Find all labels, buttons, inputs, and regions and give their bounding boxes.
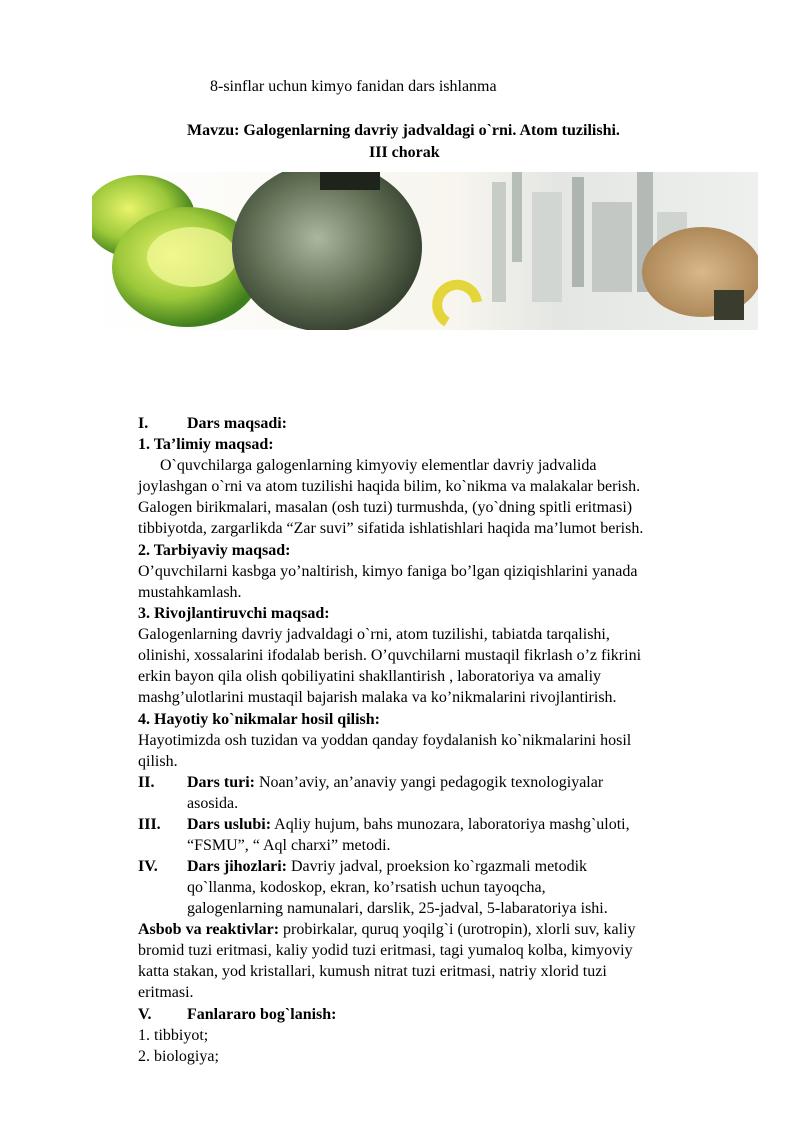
asbob-text: probirkalar, quruq yoqilg`i (urotropin), xlorli suv, kaliy: [279, 921, 636, 938]
paragraph-line: O`quvchilarga galogenlarning kimyoviy elementlar davriy jadvalida: [160, 457, 597, 474]
asbob-title: Asbob va reaktivlar:: [138, 921, 280, 938]
section-2-line: [187, 772, 603, 793]
asbob-line: [138, 919, 636, 940]
paragraph-line: erkin bayon qila olish qobiliyatini shakllantirish , laboratoriya va amaliy: [138, 668, 602, 685]
section-title-1: Dars maqsadi:: [187, 415, 288, 432]
chemistry-banner-image: [92, 172, 758, 330]
section-title-5: Fanlararo bog`lanish:: [187, 1006, 337, 1023]
subsection-1-3: 3. Rivojlantiruvchi maqsad:: [138, 605, 330, 622]
paragraph-line: Hayotimizda osh tuzidan va yoddan qanday foydalanish ko`nikmalarini hosil: [138, 732, 632, 749]
paragraph-line: qo`llanma, kodoskop, ekran, ko’rsatish uchun tayoqcha,: [187, 879, 546, 896]
quarter-label: III chorak: [369, 144, 440, 161]
section-3-line: [187, 814, 630, 835]
paragraph-line: mustahkamlash.: [138, 584, 242, 601]
paragraph-line: olinishi, xossalarini ifodalab berish. O’quvchilarni mustaqil fikrlash o’z fikrini: [138, 647, 642, 664]
list-item: 1. tibbiyot;: [138, 1027, 209, 1044]
section-title-4: Dars jihozlari:: [187, 858, 287, 875]
paragraph-line: bromid tuzi eritmasi, kaliy yodid tuzi eritmasi, tagi yumaloq kolba, kimyoviy: [138, 942, 633, 959]
paragraph-line: Galogenlarning davriy jadvaldagi o`rni, atom tuzilishi, tabiatda tarqalishi,: [138, 626, 610, 643]
paragraph-line: eritmasi.: [138, 984, 194, 1001]
paragraph-line: katta stakan, yod kristallari, kumush nitrat tuzi eritmasi, natriy xlorid tuzi: [138, 963, 607, 980]
section-2-text: Noan’aviy, an’anaviy yangi pedagogik texnologiyalar: [254, 774, 604, 791]
paragraph-line: galogenlarning namunalari, darslik, 25-jadval, 5-labaratoriya ishi.: [187, 900, 608, 917]
section-num-4: IV.: [138, 858, 158, 875]
subsection-1-2: 2. Tarbiyaviy maqsad:: [138, 542, 291, 559]
subsection-1-1: 1. Ta’limiy maqsad:: [138, 436, 274, 453]
section-4-text: Davriy jadval, proeksion ko`rgazmali metodik: [286, 858, 588, 875]
paragraph-line: mashg’ulotlarini mustaqil bajarish malaka va ko’nikmalarini rivojlantirish.: [138, 689, 617, 706]
section-3-text: Aqliy hujum, bahs munozara, laboratoriya mashg`uloti,: [271, 816, 630, 833]
paragraph-line: tibbiyotda, zargarlikda “Zar suvi” sifatida ishlatishlari haqida ma’lumot berish.: [138, 520, 644, 537]
paragraph-line: qilish.: [138, 753, 178, 770]
section-num-2: II.: [138, 774, 155, 791]
list-item: 2. biologiya;: [138, 1048, 219, 1065]
banner-illustration: [92, 172, 758, 330]
paragraph-line: O’quvchilarni kasbga yo’naltirish, kimyo faniga bo’lgan qiziqishlarini yanada: [138, 563, 638, 580]
paragraph-line: Galogen birikmalari, masalan (osh tuzi) turmushda, (yo`dning spitli eritmasi): [138, 499, 633, 516]
subsection-1-4: 4. Hayotiy ko`nikmalar hosil qilish:: [138, 711, 380, 728]
paragraph-line: asosida.: [187, 795, 239, 812]
paragraph-line: “FSMU”, “ Aql charxi” metodi.: [187, 837, 391, 854]
section-title-2: Dars turi:: [187, 774, 255, 791]
section-4-line: [187, 856, 587, 877]
doc-subtitle: 8-sinflar uchun kimyo fanidan dars ishlanma: [210, 78, 497, 95]
section-num-3: III.: [138, 816, 161, 833]
lesson-topic: Mavzu: Galogenlarning davriy jadvaldagi o`rni. Atom tuzilishi.: [187, 122, 620, 139]
section-num-1: I.: [138, 415, 149, 432]
section-title-3: Dars uslubi:: [187, 816, 272, 833]
paragraph-line: joylashgan o`rni va atom tuzilishi haqida bilim, ko`nikma va malakalar berish.: [138, 478, 641, 495]
section-num-5: V.: [138, 1006, 152, 1023]
